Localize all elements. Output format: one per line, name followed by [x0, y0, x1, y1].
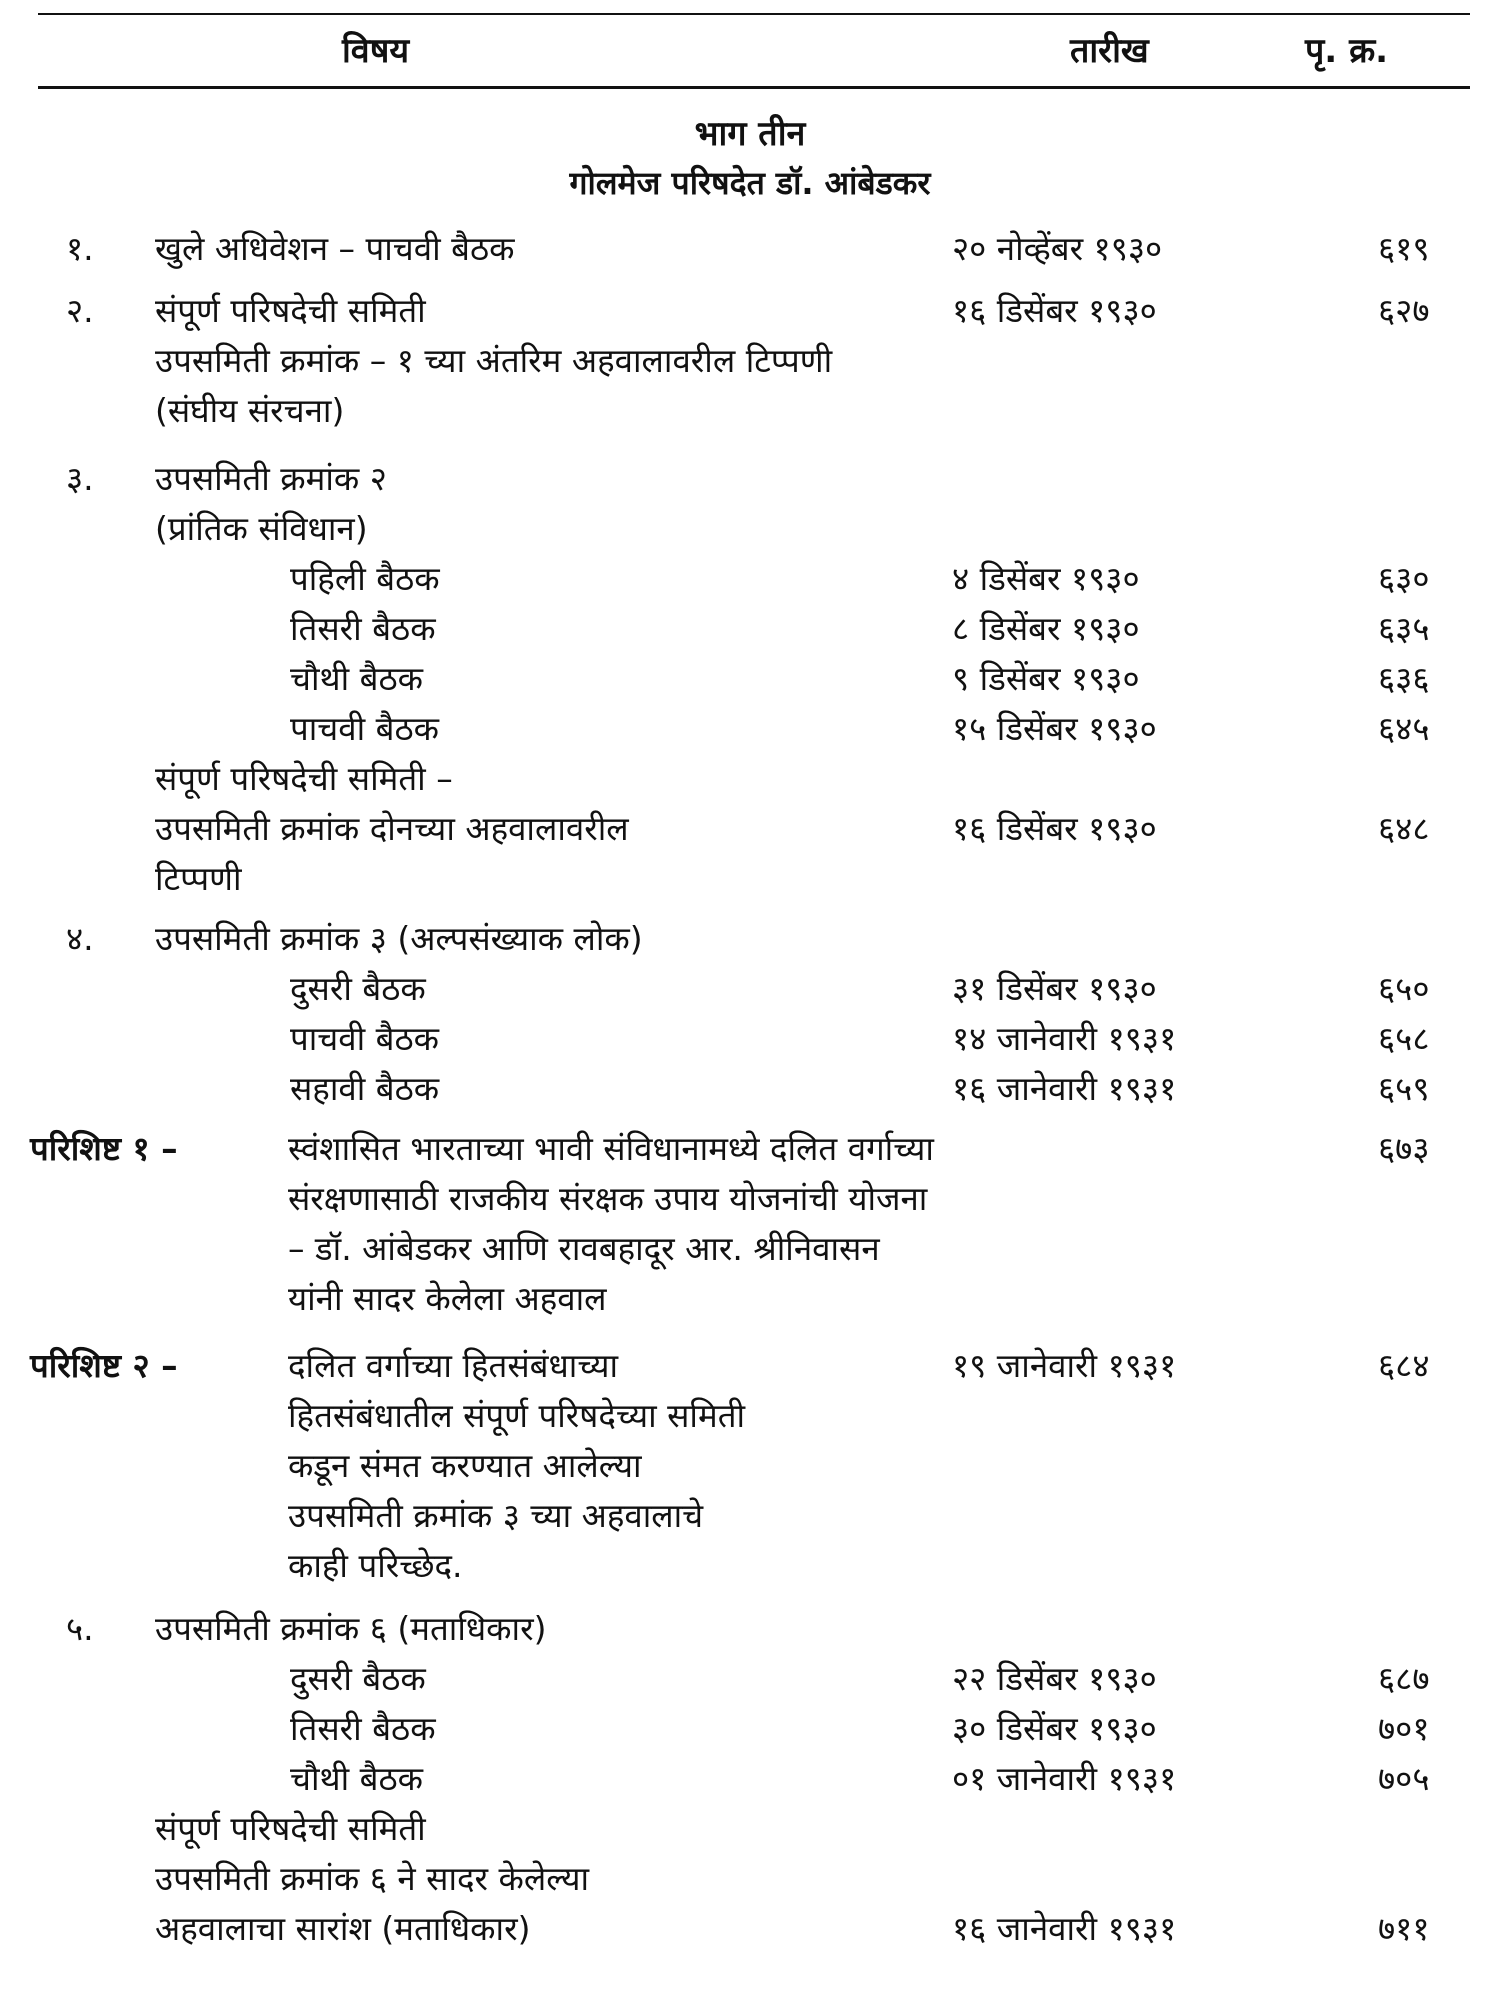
entry-title: उपसमिती क्रमांक ३ (अल्पसंख्याक लोक): [155, 919, 643, 958]
appendix-page: ६७३: [1378, 1129, 1430, 1168]
meeting-date: १४ जानेवारी १९३१: [952, 1019, 1177, 1058]
appendix-title: दलित वर्गाच्या हितसंबंधाच्या: [288, 1346, 619, 1385]
header-rule: [38, 86, 1470, 89]
meeting-label: तिसरी बैठक: [290, 609, 436, 648]
committee-date: १६ डिसेंबर १९३०: [952, 809, 1157, 848]
meeting-label: पाचवी बैठक: [290, 709, 439, 748]
meeting-label: चौथी बैठक: [290, 659, 423, 698]
header-page-number: पृ. क्र.: [1305, 31, 1389, 71]
top-rule: [38, 13, 1470, 15]
entry-number: ४.: [66, 919, 94, 958]
meeting-date: ०१ जानेवारी १९३१: [952, 1759, 1177, 1798]
appendix-title-line: कडून संमत करण्यात आलेल्या: [288, 1446, 642, 1485]
meeting-date: १६ जानेवारी १९३१: [952, 1069, 1177, 1108]
entry-number: २.: [66, 291, 94, 330]
meeting-label: दुसरी बैठक: [290, 969, 426, 1008]
entry-page: ६२७: [1378, 291, 1430, 330]
meeting-date: ३० डिसेंबर १९३०: [952, 1709, 1157, 1748]
part-title: भाग तीन: [694, 114, 806, 154]
committee-page: ६४८: [1378, 809, 1430, 848]
committee-date: १६ जानेवारी १९३१: [952, 1909, 1177, 1948]
appendix-title-line: यांनी सादर केलेला अहवाल: [288, 1279, 607, 1318]
appendix-title-line: हितसंबंधातील संपूर्ण परिषदेच्या समिती: [288, 1396, 746, 1435]
entry-number: ५.: [66, 1609, 94, 1648]
meeting-page: ६५०: [1378, 969, 1430, 1008]
header-date: तारीख: [1070, 31, 1149, 71]
meeting-page: ६५८: [1378, 1019, 1430, 1058]
meeting-page: ६५९: [1378, 1069, 1430, 1108]
header-subject: विषय: [342, 31, 410, 71]
appendix-label: परिशिष्ट २ –: [30, 1346, 178, 1385]
entry-number: १.: [66, 229, 94, 268]
committee-title-line: अहवालाचा सारांश (मताधिकार): [155, 1909, 531, 1948]
meeting-label: तिसरी बैठक: [290, 1709, 436, 1748]
meeting-page: ७०५: [1378, 1759, 1430, 1798]
appendix-title-line: – डॉ. आंबेडकर आणि रावबहादूर आर. श्रीनिवासन: [288, 1229, 880, 1268]
committee-title: संपूर्ण परिषदेची समिती –: [155, 759, 453, 798]
meeting-date: ४ डिसेंबर १९३०: [952, 559, 1140, 598]
meeting-date: ३१ डिसेंबर १९३०: [952, 969, 1157, 1008]
meeting-label: पहिली बैठक: [290, 559, 440, 598]
committee-title-line: टिप्पणी: [155, 859, 242, 898]
entry-number: ३.: [66, 459, 94, 498]
entry-title-line: (प्रांतिक संविधान): [155, 509, 368, 548]
meeting-label: दुसरी बैठक: [290, 1659, 426, 1698]
appendix-title: स्वंशासित भारताच्या भावी संविधानामध्ये दलित वर्गाच्या: [288, 1129, 934, 1168]
appendix-title-line: उपसमिती क्रमांक ३ च्या अहवालाचे: [288, 1496, 704, 1535]
meeting-date: २२ डिसेंबर १९३०: [952, 1659, 1157, 1698]
meeting-date: ८ डिसेंबर १९३०: [952, 609, 1140, 648]
committee-title: संपूर्ण परिषदेची समिती: [155, 1809, 426, 1848]
meeting-label: सहावी बैठक: [290, 1069, 440, 1108]
committee-title-line: उपसमिती क्रमांक ६ ने सादर केलेल्या: [155, 1859, 590, 1898]
appendix-label: परिशिष्ट १ –: [30, 1129, 178, 1168]
meeting-label: चौथी बैठक: [290, 1759, 423, 1798]
meeting-page: ६८७: [1378, 1659, 1430, 1698]
appendix-date: १९ जानेवारी १९३१: [952, 1346, 1177, 1385]
entry-page: ६१९: [1378, 229, 1430, 268]
committee-page: ७११: [1378, 1909, 1430, 1948]
meeting-page: ६३५: [1378, 609, 1430, 648]
entry-title: खुले अधिवेशन – पाचवी बैठक: [155, 229, 515, 268]
meeting-label: पाचवी बैठक: [290, 1019, 439, 1058]
meeting-page: ६४५: [1378, 709, 1430, 748]
meeting-date: १५ डिसेंबर १९३०: [952, 709, 1157, 748]
meeting-date: ९ डिसेंबर १९३०: [952, 659, 1140, 698]
entry-title-line: उपसमिती क्रमांक – १ च्या अंतरिम अहवालावरील टिप्पणी: [155, 341, 833, 380]
entry-title: उपसमिती क्रमांक ६ (मताधिकार): [155, 1609, 547, 1648]
entry-title-line: (संघीय संरचना): [155, 391, 345, 430]
committee-title-line: उपसमिती क्रमांक दोनच्या अहवालावरील: [155, 809, 629, 848]
entry-title: उपसमिती क्रमांक २: [155, 459, 387, 498]
part-subtitle: गोलमेज परिषदेत डॉ. आंबेडकर: [569, 164, 931, 202]
appendix-title-line: संरक्षणासाठी राजकीय संरक्षक उपाय योजनांची योजना: [288, 1179, 928, 1218]
meeting-page: ६३०: [1378, 559, 1430, 598]
appendix-title-line: काही परिच्छेद.: [288, 1546, 463, 1585]
entry-date: १६ डिसेंबर १९३०: [952, 291, 1157, 330]
appendix-page: ६८४: [1378, 1346, 1430, 1385]
entry-title: संपूर्ण परिषदेची समिती: [155, 291, 426, 330]
meeting-page: ६३६: [1378, 659, 1430, 698]
meeting-page: ७०१: [1378, 1709, 1430, 1748]
entry-date: २० नोव्हेंबर १९३०: [952, 229, 1163, 268]
